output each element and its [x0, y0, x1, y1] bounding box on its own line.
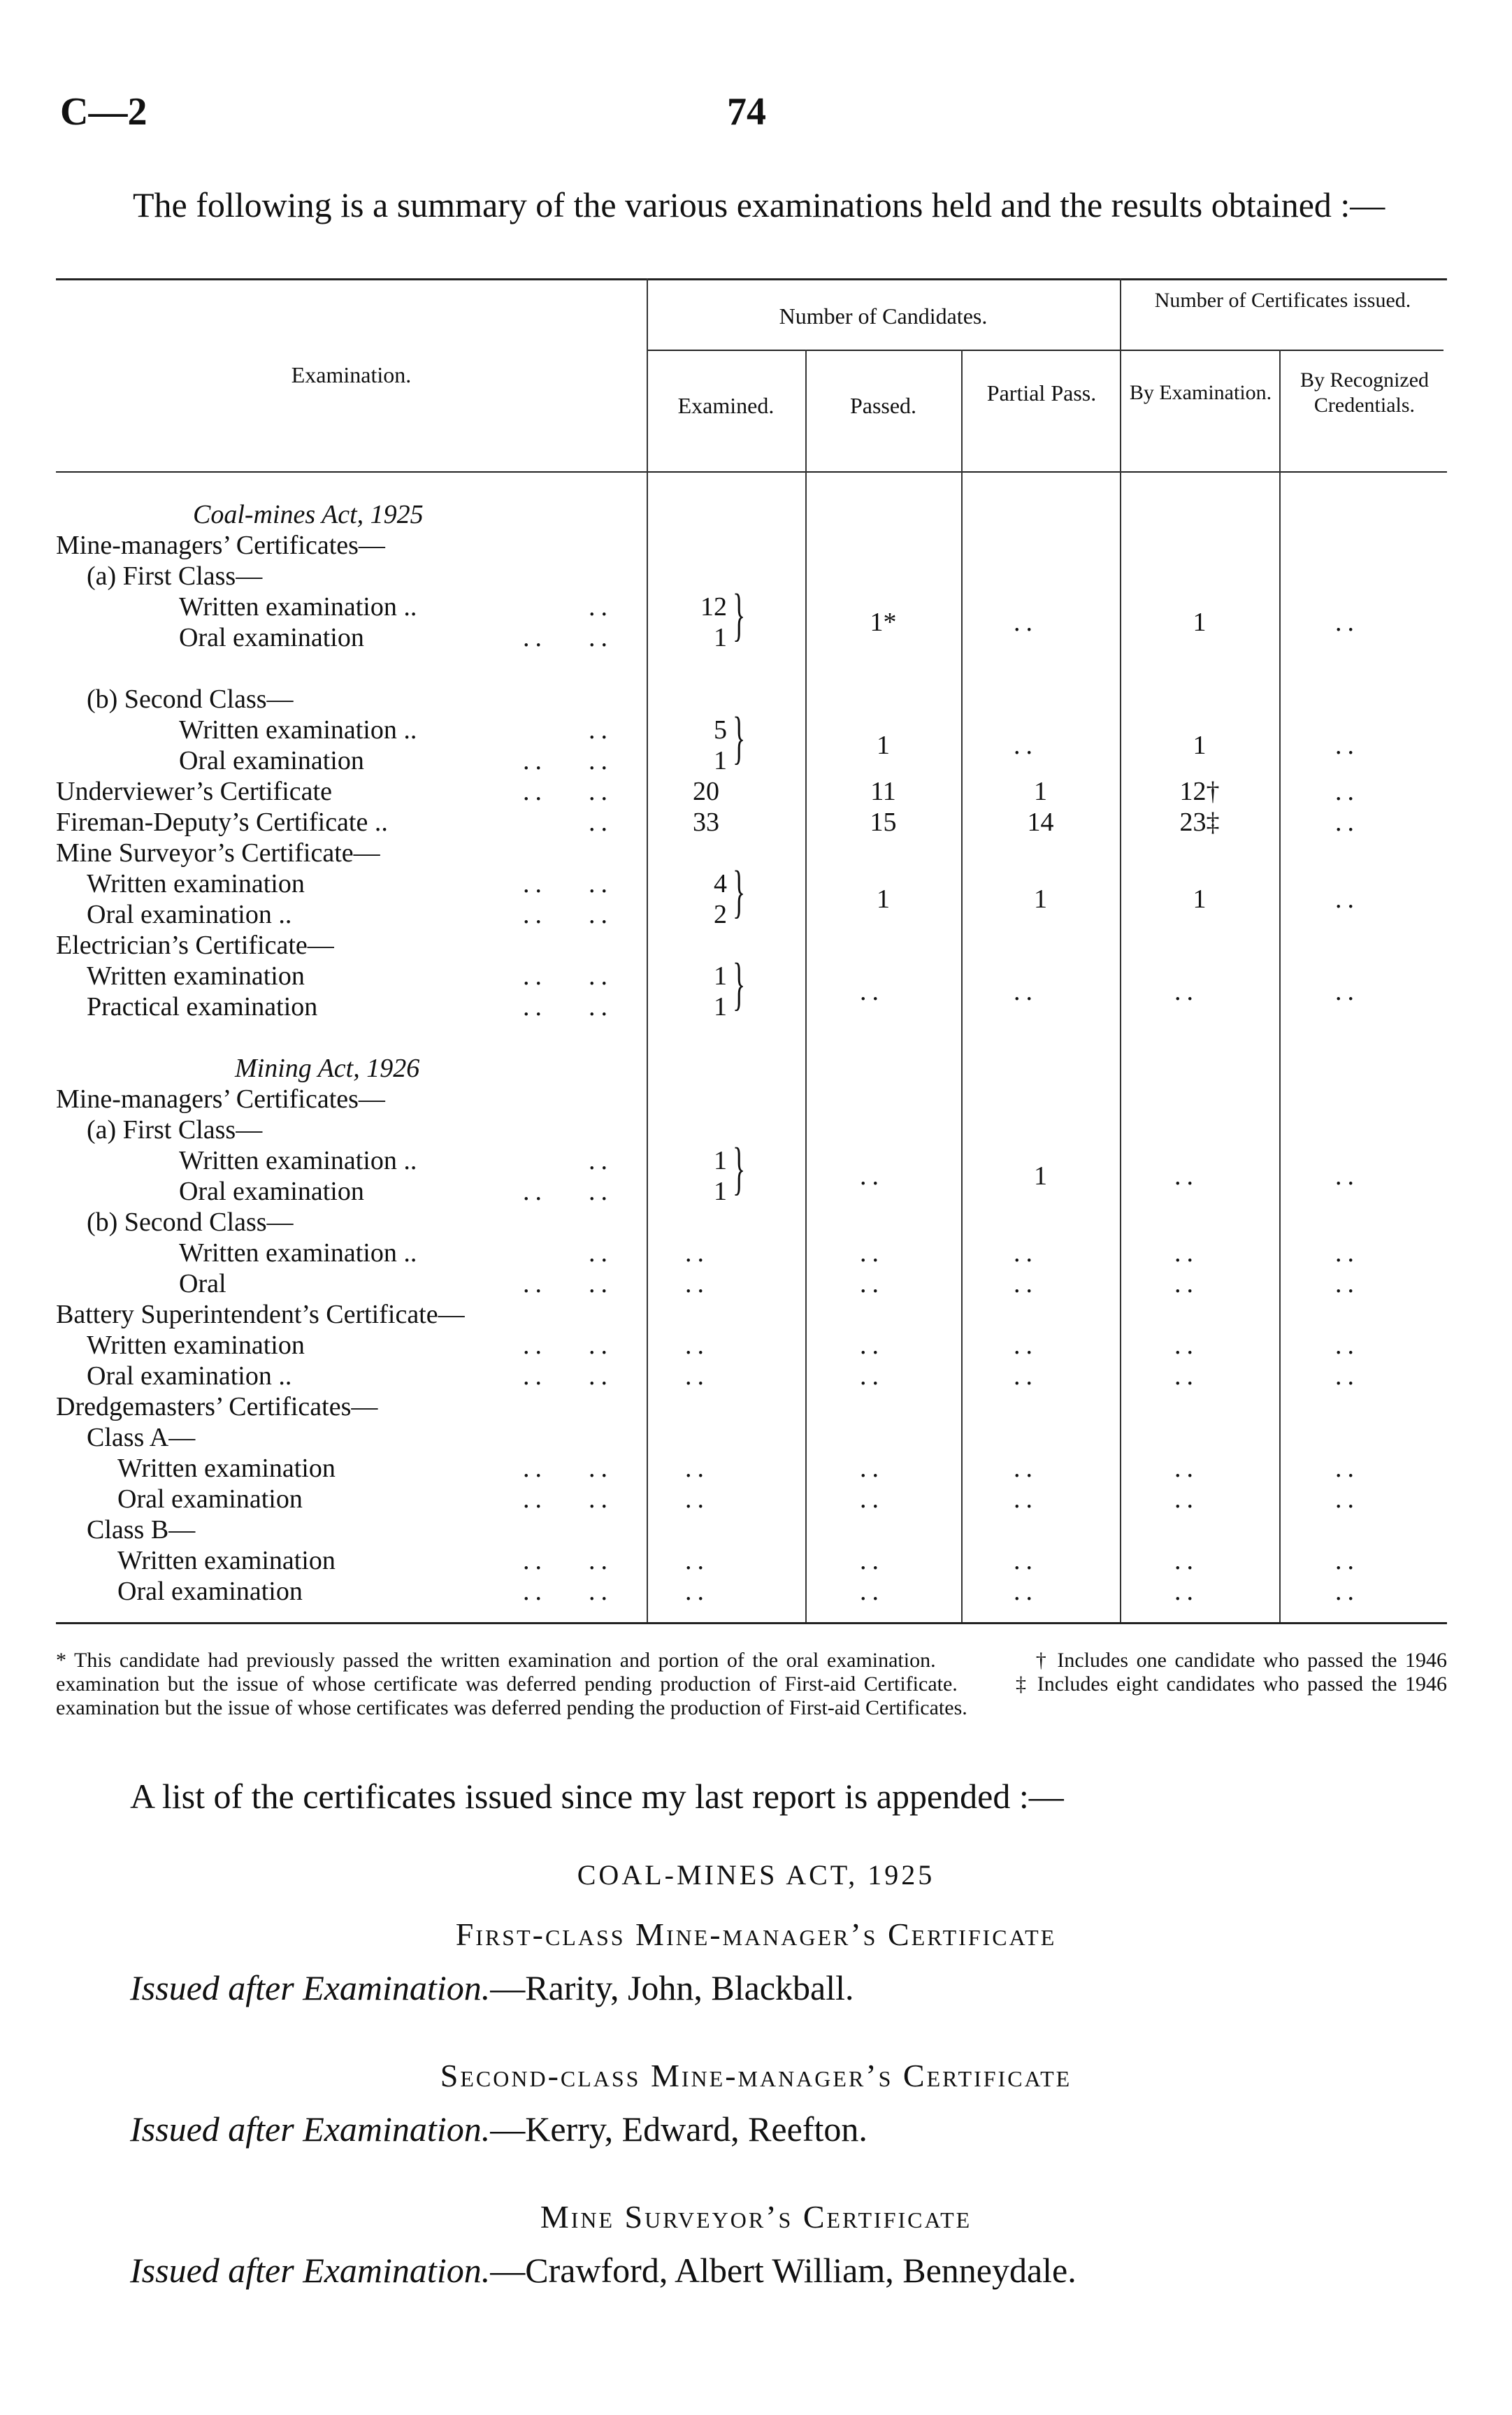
leader-dots: ..	[589, 1361, 613, 1391]
intro-paragraph: The following is a summary of the various examinations held and the results obtained :—	[133, 185, 1385, 224]
by-exam-value: 1	[1193, 608, 1207, 637]
cert-heading: First-class Mine-manager’s Certificate	[455, 1916, 1057, 1952]
row-label: Battery Superintendent’s Certificate—	[56, 1300, 465, 1329]
empty-cell-dots: ..	[1014, 1269, 1038, 1298]
header-bottom-rule	[56, 471, 1447, 473]
leader-dots: ..	[523, 961, 547, 991]
partial-value: 1	[1034, 1161, 1047, 1191]
cert-entry	[130, 1968, 854, 2008]
row-label: Oral examination	[179, 746, 364, 775]
empty-cell-dots: ..	[860, 977, 884, 1006]
empty-cell-dots: ..	[685, 1269, 710, 1298]
row-label: Mine Surveyor’s Certificate—	[56, 838, 380, 868]
leader-dots: ..	[523, 1361, 547, 1391]
row-label: Written examination ..	[179, 1146, 417, 1175]
brace-icon: }	[733, 1136, 746, 1201]
leader-dots: ..	[589, 961, 613, 991]
examined-value: 1	[714, 1177, 727, 1206]
empty-cell-dots: ..	[1014, 1238, 1038, 1268]
row-label: Written examination	[117, 1454, 336, 1483]
partial-value: 14	[1027, 808, 1054, 837]
leader-dots: ..	[589, 1546, 613, 1575]
brace-icon: }	[733, 705, 746, 771]
list-intro: A list of the certificates issued since my last report is appended :—	[130, 1777, 1064, 1816]
partial-value: 1	[1034, 777, 1047, 806]
row-label: Written examination	[117, 1546, 336, 1575]
empty-cell-dots: ..	[1174, 1238, 1199, 1268]
act-title: Mining Act, 1926	[235, 1054, 420, 1083]
row-label: Written examination	[87, 961, 305, 991]
empty-cell-dots: ..	[1335, 731, 1360, 760]
row-label: (b) Second Class—	[87, 685, 294, 714]
empty-cell-dots: ..	[860, 1161, 884, 1191]
row-label: Oral examination	[117, 1577, 303, 1606]
by-exam-value: 1	[1193, 884, 1207, 914]
leader-dots: ..	[523, 1454, 547, 1483]
col-by-exam: By Examination.	[1129, 381, 1272, 404]
empty-cell-dots: ..	[1335, 608, 1360, 637]
empty-cell-dots: ..	[1174, 1454, 1199, 1483]
leader-dots: ..	[523, 900, 547, 929]
row-label: Oral examination	[179, 623, 364, 652]
row-label: Practical examination	[87, 992, 318, 1022]
empty-cell-dots: ..	[1174, 1161, 1199, 1191]
leader-dots: ..	[589, 592, 613, 622]
examined-value: 1	[714, 746, 727, 775]
leader-dots: ..	[589, 746, 613, 775]
row-label: Written examination ..	[179, 592, 417, 622]
col-by-cred: By Recognized Credentials.	[1299, 368, 1430, 417]
empty-cell-dots: ..	[1335, 1269, 1360, 1298]
empty-cell-dots: ..	[1014, 1484, 1038, 1514]
leader-dots: ..	[523, 1546, 547, 1575]
leader-dots: ..	[589, 1146, 613, 1175]
empty-cell-dots: ..	[685, 1331, 710, 1360]
passed-value: 1	[877, 884, 890, 914]
leader-dots: ..	[523, 746, 547, 775]
leader-dots: ..	[589, 992, 613, 1022]
row-label: (a) First Class—	[87, 1115, 263, 1145]
empty-cell-dots: ..	[1014, 1361, 1038, 1391]
empty-cell-dots: ..	[1014, 731, 1038, 760]
cert-heading: Second-class Mine-manager’s Certificate	[440, 2058, 1072, 2093]
empty-cell-dots: ..	[685, 1546, 710, 1575]
brace-icon: }	[733, 952, 746, 1017]
row-label: Underviewer’s Certificate	[56, 777, 332, 806]
section-code: C—2	[60, 90, 147, 134]
leader-dots: ..	[589, 715, 613, 745]
empty-cell-dots: ..	[1014, 1577, 1038, 1606]
row-label: Written examination	[87, 1331, 305, 1360]
row-label: Oral examination	[117, 1484, 303, 1514]
leader-dots: ..	[589, 1454, 613, 1483]
row-label: Oral examination	[179, 1177, 364, 1206]
page-number: 74	[727, 90, 766, 134]
footnote-dagger: † Includes one candidate who passed the 1946 examination but the issue of whose certificate was deferred pending production of First-aid Certificate.	[56, 1649, 1447, 1696]
examined-value: 5	[714, 715, 727, 745]
empty-cell-dots: ..	[1014, 1331, 1038, 1360]
examinations-table	[56, 278, 1447, 1624]
empty-cell-dots: ..	[685, 1238, 710, 1268]
cert-entry-lead: Issued after Examination.	[130, 2109, 491, 2149]
leader-dots: ..	[589, 1484, 613, 1514]
leader-dots: ..	[523, 992, 547, 1022]
leader-dots: ..	[589, 1177, 613, 1206]
empty-cell-dots: ..	[1335, 1361, 1360, 1391]
examined-value: 1	[714, 992, 727, 1022]
leader-dots: ..	[589, 623, 613, 652]
col-rule	[1279, 350, 1281, 1622]
row-label: Electrician’s Certificate—	[56, 931, 334, 960]
empty-cell-dots: ..	[1174, 1484, 1199, 1514]
cert-entry-name: —Kerry, Edward, Reefton.	[490, 2109, 867, 2149]
by-exam-value: 1	[1193, 731, 1207, 760]
empty-cell-dots: ..	[1335, 1577, 1360, 1606]
leader-dots: ..	[589, 1238, 613, 1268]
col-examined: Examined.	[677, 393, 775, 418]
leader-dots: ..	[523, 1177, 547, 1206]
leader-dots: ..	[589, 869, 613, 898]
row-label: (b) Second Class—	[87, 1208, 294, 1237]
leader-dots: ..	[589, 1331, 613, 1360]
cert-entry-lead: Issued after Examination.	[130, 2251, 491, 2290]
row-label: Dredgemasters’ Certificates—	[56, 1392, 378, 1421]
row-label: Class A—	[87, 1423, 196, 1452]
by-exam-value: 12†	[1179, 777, 1220, 806]
row-label: Written examination	[87, 869, 305, 898]
row-label: Oral examination ..	[87, 900, 292, 929]
col-rule	[805, 350, 807, 1622]
empty-cell-dots: ..	[1335, 1484, 1360, 1514]
row-label: Written examination ..	[179, 1238, 417, 1268]
passed-value: 1	[877, 731, 890, 760]
stub-header: Examination.	[291, 362, 412, 387]
leader-dots: ..	[523, 1484, 547, 1514]
leader-dots: ..	[523, 1331, 547, 1360]
leader-dots: ..	[523, 1269, 547, 1298]
empty-cell-dots: ..	[1174, 1331, 1199, 1360]
row-label: Oral	[179, 1269, 226, 1298]
leader-dots: ..	[523, 623, 547, 652]
group-header-rule	[647, 350, 1443, 351]
col-rule	[647, 278, 648, 1622]
empty-cell-dots: ..	[860, 1238, 884, 1268]
empty-cell-dots: ..	[685, 1484, 710, 1514]
empty-cell-dots: ..	[1014, 977, 1038, 1006]
footnotes	[56, 1649, 1447, 1720]
empty-cell-dots: ..	[860, 1361, 884, 1391]
cert-heading: Mine Surveyor’s Certificate	[540, 2199, 972, 2235]
passed-value: 11	[870, 777, 896, 806]
empty-cell-dots: ..	[1335, 808, 1360, 837]
col-rule	[1120, 278, 1121, 1622]
row-label: (a) First Class—	[87, 561, 263, 591]
footnote-double-dagger: ‡ Includes eight candidates who passed the 1946 examination but the issue of whose certificates was deferred pending the production of First-aid Certificates.	[56, 1672, 1448, 1719]
leader-dots: ..	[523, 777, 547, 806]
empty-cell-dots: ..	[860, 1454, 884, 1483]
empty-cell-dots: ..	[1335, 1238, 1360, 1268]
leader-dots: ..	[589, 1269, 613, 1298]
empty-cell-dots: ..	[1335, 884, 1360, 914]
row-label: Fireman-Deputy’s Certificate ..	[56, 808, 388, 837]
empty-cell-dots: ..	[860, 1269, 884, 1298]
empty-cell-dots: ..	[685, 1361, 710, 1391]
examined-value: 1	[714, 961, 727, 991]
examined-value: 1	[714, 623, 727, 652]
by-exam-value: 23‡	[1179, 808, 1220, 837]
row-label: Mine-managers’ Certificates—	[56, 531, 385, 560]
cert-entry	[130, 2109, 867, 2149]
leader-dots: ..	[523, 1577, 547, 1606]
empty-cell-dots: ..	[1335, 1161, 1360, 1191]
leader-dots: ..	[589, 1577, 613, 1606]
empty-cell-dots: ..	[1174, 1361, 1199, 1391]
table-bottom-rule	[56, 1622, 1447, 1624]
cert-entry-name: —Crawford, Albert William, Benneydale.	[490, 2251, 1077, 2290]
examined-value: 20	[693, 777, 719, 806]
footnote-star: * This candidate had previously passed the written examination and portion of the oral examination.	[56, 1649, 936, 1672]
act-title: Coal-mines Act, 1925	[193, 500, 424, 529]
examined-value: 4	[714, 869, 727, 898]
table-top-rule	[56, 278, 1447, 280]
empty-cell-dots: ..	[1014, 608, 1038, 637]
empty-cell-dots: ..	[1335, 1546, 1360, 1575]
leader-dots: ..	[523, 869, 547, 898]
certificates-group-header: Number of Certificates issued.	[1154, 289, 1411, 312]
examined-value: 2	[714, 900, 727, 929]
row-label: Mine-managers’ Certificates—	[56, 1084, 385, 1114]
brace-icon: }	[733, 859, 746, 924]
brace-icon: }	[733, 582, 746, 647]
empty-cell-dots: ..	[1335, 1331, 1360, 1360]
row-label: Oral examination ..	[87, 1361, 292, 1391]
col-rule	[961, 350, 963, 1622]
empty-cell-dots: ..	[1174, 1577, 1199, 1606]
leader-dots: ..	[589, 777, 613, 806]
empty-cell-dots: ..	[1014, 1454, 1038, 1483]
leader-dots: ..	[589, 808, 613, 837]
cert-entry-name: —Rarity, John, Blackball.	[490, 1968, 854, 2007]
passed-value: 1*	[870, 608, 897, 637]
act-heading: COAL-MINES ACT, 1925	[577, 1859, 935, 1891]
cert-entry-lead: Issued after Examination.	[130, 1968, 491, 2007]
empty-cell-dots: ..	[1174, 1546, 1199, 1575]
passed-value: 15	[870, 808, 897, 837]
col-passed: Passed.	[849, 393, 917, 418]
empty-cell-dots: ..	[860, 1484, 884, 1514]
cert-entry	[130, 2250, 1077, 2291]
empty-cell-dots: ..	[1174, 1269, 1199, 1298]
empty-cell-dots: ..	[1335, 777, 1360, 806]
row-label: Class B—	[87, 1515, 196, 1545]
empty-cell-dots: ..	[1014, 1546, 1038, 1575]
leader-dots: ..	[589, 900, 613, 929]
empty-cell-dots: ..	[685, 1577, 710, 1606]
empty-cell-dots: ..	[860, 1546, 884, 1575]
col-partial: Partial Pass.	[986, 380, 1097, 406]
examined-value: 12	[700, 592, 727, 622]
partial-value: 1	[1034, 884, 1047, 914]
examined-value: 33	[693, 808, 719, 837]
candidates-group-header: Number of Candidates.	[779, 303, 988, 329]
empty-cell-dots: ..	[860, 1331, 884, 1360]
empty-cell-dots: ..	[685, 1454, 710, 1483]
examined-value: 1	[714, 1146, 727, 1175]
empty-cell-dots: ..	[1335, 1454, 1360, 1483]
empty-cell-dots: ..	[1174, 977, 1199, 1006]
empty-cell-dots: ..	[860, 1577, 884, 1606]
empty-cell-dots: ..	[1335, 977, 1360, 1006]
row-label: Written examination ..	[179, 715, 417, 745]
